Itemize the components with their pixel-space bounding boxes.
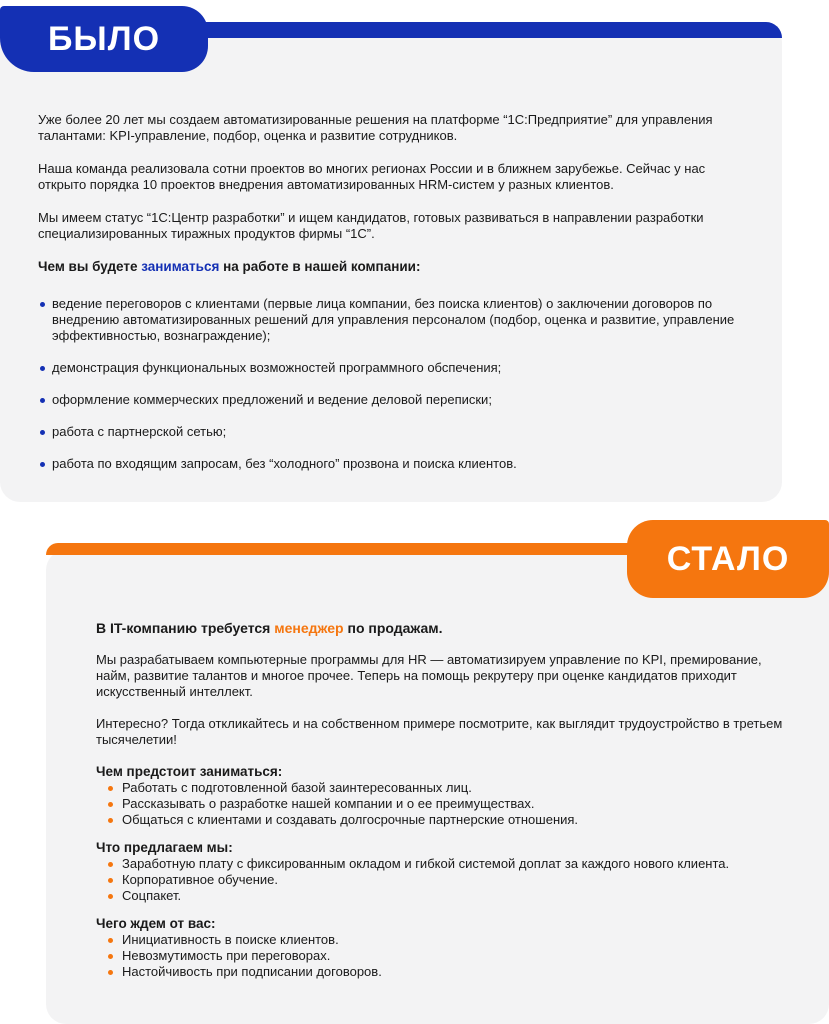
list-item-text: оформление коммерческих предложений и ведение деловой переписки;: [52, 392, 492, 407]
before-content: [38, 112, 753, 488]
bullet-icon: [108, 970, 113, 975]
bullet-icon: [108, 954, 113, 959]
before-badge: [0, 6, 208, 72]
bullet-icon: [108, 802, 113, 807]
after-badge: [627, 520, 829, 598]
list-item-text: Работать с подготовленной базой заинтересованных лиц.: [122, 780, 472, 795]
after-badge-label: СТАЛО: [666, 539, 790, 578]
heading-accent: заниматься: [141, 259, 220, 274]
bullet-icon: [108, 786, 113, 791]
list-item-text: демонстрация функциональных возможностей программного обспечения;: [52, 360, 502, 375]
list-item: [96, 932, 796, 948]
bullet-icon: [108, 818, 113, 823]
list-item-text: Заработную плату с фиксированным окладом и гибкой системой доплат за каждого нового клиента.: [122, 856, 730, 871]
list-item-text: Настойчивость при подписании договоров.: [122, 964, 382, 979]
list-item-text: Соцпакет.: [122, 888, 182, 903]
section-heading: Чем предстоит заниматься:: [96, 764, 283, 779]
list-item: [96, 872, 796, 888]
after-paragraph: Интересно? Тогда откликайтесь и на собственном примере посмотрите, как выглядит трудоустройство в третьем тысячелетии!: [96, 716, 783, 747]
bullet-icon: [108, 894, 113, 899]
list-item-text: Рассказывать о разработке нашей компании и о ее преимуществах.: [122, 796, 535, 811]
section-heading: Чего ждем от вас:: [96, 916, 216, 931]
bullet-icon: [108, 938, 113, 943]
list-item: [38, 424, 753, 440]
bullet-icon: [40, 398, 45, 403]
list-item-text: Инициативность в поиске клиентов.: [122, 932, 339, 947]
list-item: [38, 360, 753, 376]
bullet-icon: [40, 366, 45, 371]
heading-text: на работе в нашей компании:: [219, 259, 421, 274]
list-item: [96, 948, 796, 964]
before-duties-list: [38, 296, 753, 472]
before-duties-heading: [38, 259, 753, 274]
title-text: по продажам.: [343, 620, 443, 636]
before-paragraph: Мы имеем статус “1С:Центр разработки” и ищем кандидатов, готовых развиваться в направлении разработки специализированных тиражных продуктов фирмы “1С”.: [38, 210, 704, 241]
section-list: [96, 780, 796, 828]
before-badge-label: БЫЛО: [47, 19, 161, 58]
list-item: [38, 296, 753, 344]
bullet-icon: [40, 430, 45, 435]
list-item: [96, 796, 796, 812]
list-item: [96, 888, 796, 904]
list-item-text: ведение переговоров с клиентами (первые лица компании, без поиска клиентов) о заключении договоров по внедрению автоматизированных решений для управления персоналом (подбор, оценка и развитие, управление эффективностью, вознаграждение);: [52, 296, 735, 343]
list-item-text: Общаться с клиентами и создавать долгосрочные партнерские отношения.: [122, 812, 579, 827]
bullet-icon: [108, 862, 113, 867]
bullet-icon: [40, 462, 45, 467]
title-text: В IT-компанию требуется: [96, 620, 275, 636]
list-item-text: работа с партнерской сетью;: [52, 424, 227, 439]
bullet-icon: [108, 878, 113, 883]
list-item: [96, 812, 796, 828]
list-item-text: работа по входящим запросам, без “холодного” прозвона и поиска клиентов.: [52, 456, 517, 471]
list-item: [38, 456, 753, 472]
list-item: [96, 964, 796, 980]
before-header-stripe: [150, 22, 782, 38]
title-accent: менеджер: [274, 620, 344, 636]
before-paragraph: Наша команда реализовала сотни проектов во многих регионах России и в ближнем зарубежье. Сейчас у нас открыто порядка 10 проектов внедрения автоматизированных HRM-систем у разных клиентов.: [38, 161, 706, 192]
section-heading: Что предлагаем мы:: [96, 840, 233, 855]
before-paragraph: Уже более 20 лет мы создаем автоматизированные решения на платформе “1С:Предприятие” для управления талантами: KPI-управление, подбор, оценка и развитие сотрудников.: [38, 112, 713, 143]
list-item: [96, 856, 796, 872]
after-paragraph: Мы разрабатываем компьютерные программы для HR — автоматизируем управление по KPI, премирование, найм, развитие талантов и многое прочее. Теперь на помощь рекрутеру при оценке кандидатов приходит искусственный интеллект.: [96, 652, 762, 699]
list-item-text: Корпоративное обучение.: [122, 872, 279, 887]
list-item-text: Невозмутимость при переговорах.: [122, 948, 331, 963]
after-title: [96, 620, 796, 637]
section-list: [96, 856, 796, 904]
after-content: [96, 620, 796, 992]
bullet-icon: [40, 302, 45, 307]
list-item: [96, 780, 796, 796]
heading-text: Чем вы будете: [38, 259, 142, 274]
section-list: [96, 932, 796, 980]
list-item: [38, 392, 753, 408]
